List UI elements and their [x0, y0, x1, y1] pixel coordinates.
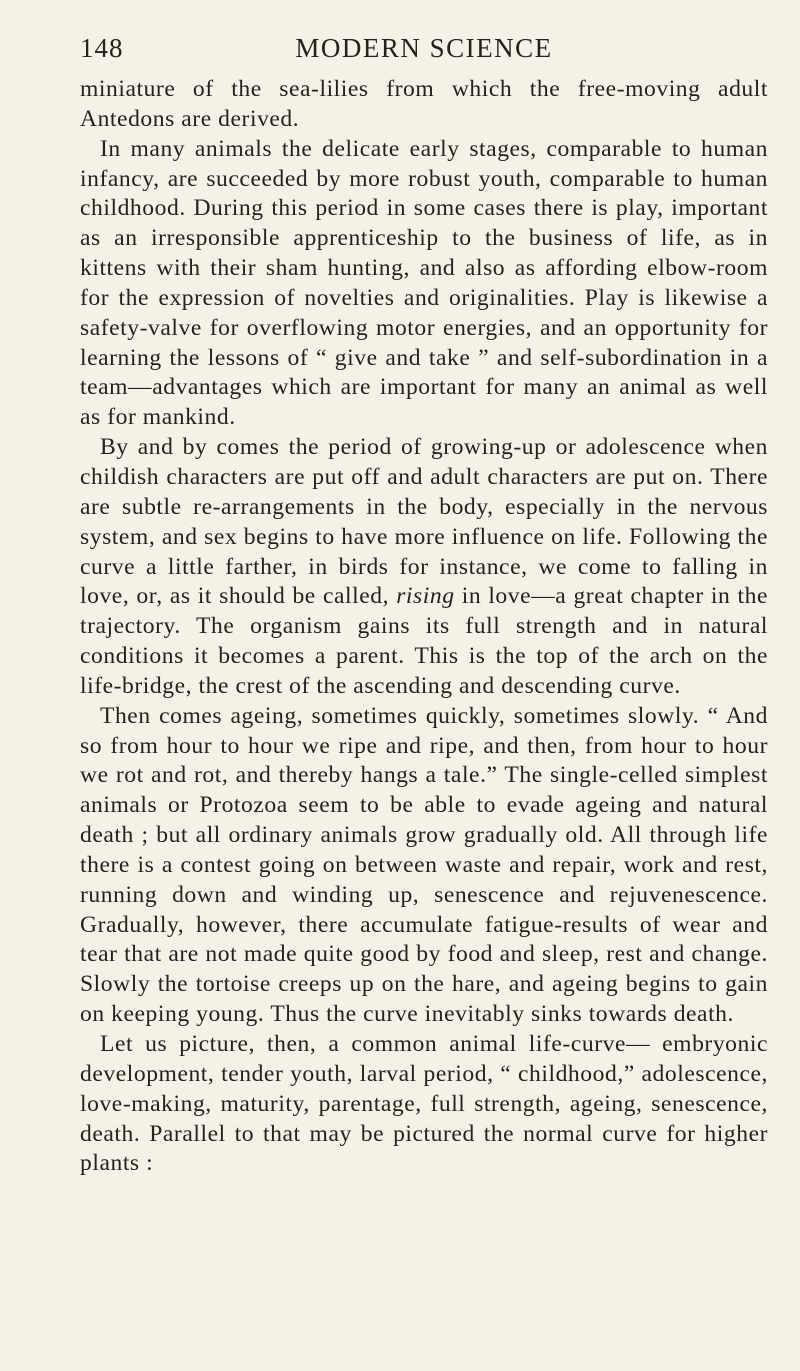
paragraph-ageing: Then comes ageing, sometimes quickly, sometimes slowly. “ And so from hour to hour we ripe and ripe, and then, from hour to hour we rot and rot, and thereby hangs a tale.” The single-celled simplest animals or Protozoa seem to be able to evade ageing and natural death ; but all ordinary animals grow gradually old. All through life there is a contest going on between waste and repair, work and rest, running down and winding up, senescence and rejuvenescence. Gradually, however, there accumulate fatigue-results of wear and tear that are not made quite good by food and sleep, rest and change. Slowly the tortoise creeps up on the hare, and ageing begins to gain on keeping young. Thus the curve inevitably sinks towards death.	[80, 702, 768, 1028]
paragraph-adolescence	[80, 433, 768, 702]
paragraph-adolescence-text-2: in love—a great chapter in the trajectory. The organism gains its full strength and in natural conditions it becomes a parent. This is the top of the arch on the life-bridge, the crest of the ascending and descending curve.	[80, 583, 769, 699]
paragraph-life-curve: Let us picture, then, a common animal life-curve— embryonic development, tender youth, larval period, “ childhood,” adolescence, love-making, maturity, parentage, full strength, ageing, senescence, death. Parallel to that may be pictured the normal curve for higher plants :	[80, 1031, 768, 1177]
body-text	[80, 75, 768, 1179]
page-number: 148	[80, 33, 124, 63]
running-head	[80, 33, 768, 75]
running-title: MODERN SCIENCE	[295, 33, 553, 63]
emphasis-rising: rising	[396, 583, 455, 610]
paragraph-continuation: miniature of the sea-lilies from which the free-moving adult Antedons are derived.	[80, 76, 768, 132]
paragraph-adolescence-text-1: By and by comes the period of growing-up or adolescence when childish characters are put off and adult characters are put on. There are subtle re-arrangements in the body, especially in the nervous system, and sex begins to have more influence on life. Following the curve a little farther, in birds for instance, we come to falling in love, or, as it should be called,	[80, 434, 768, 610]
paragraph-youth-and-play: In many animals the delicate early stages, comparable to human infancy, are succeeded by more robust youth, comparable to human childhood. During this period in some cases there is play, important as an irresponsible apprenticeship to the business of life, as in kittens with their sham hunting, and also as affording elbow-room for the expression of novelties and originalities. Play is likewise a safety-valve for overflowing motor energies, and an opportunity for learning the lessons of “ give and take ” and self-subordination in a team—advantages which are important for many an animal as well as for mankind.	[80, 135, 768, 431]
